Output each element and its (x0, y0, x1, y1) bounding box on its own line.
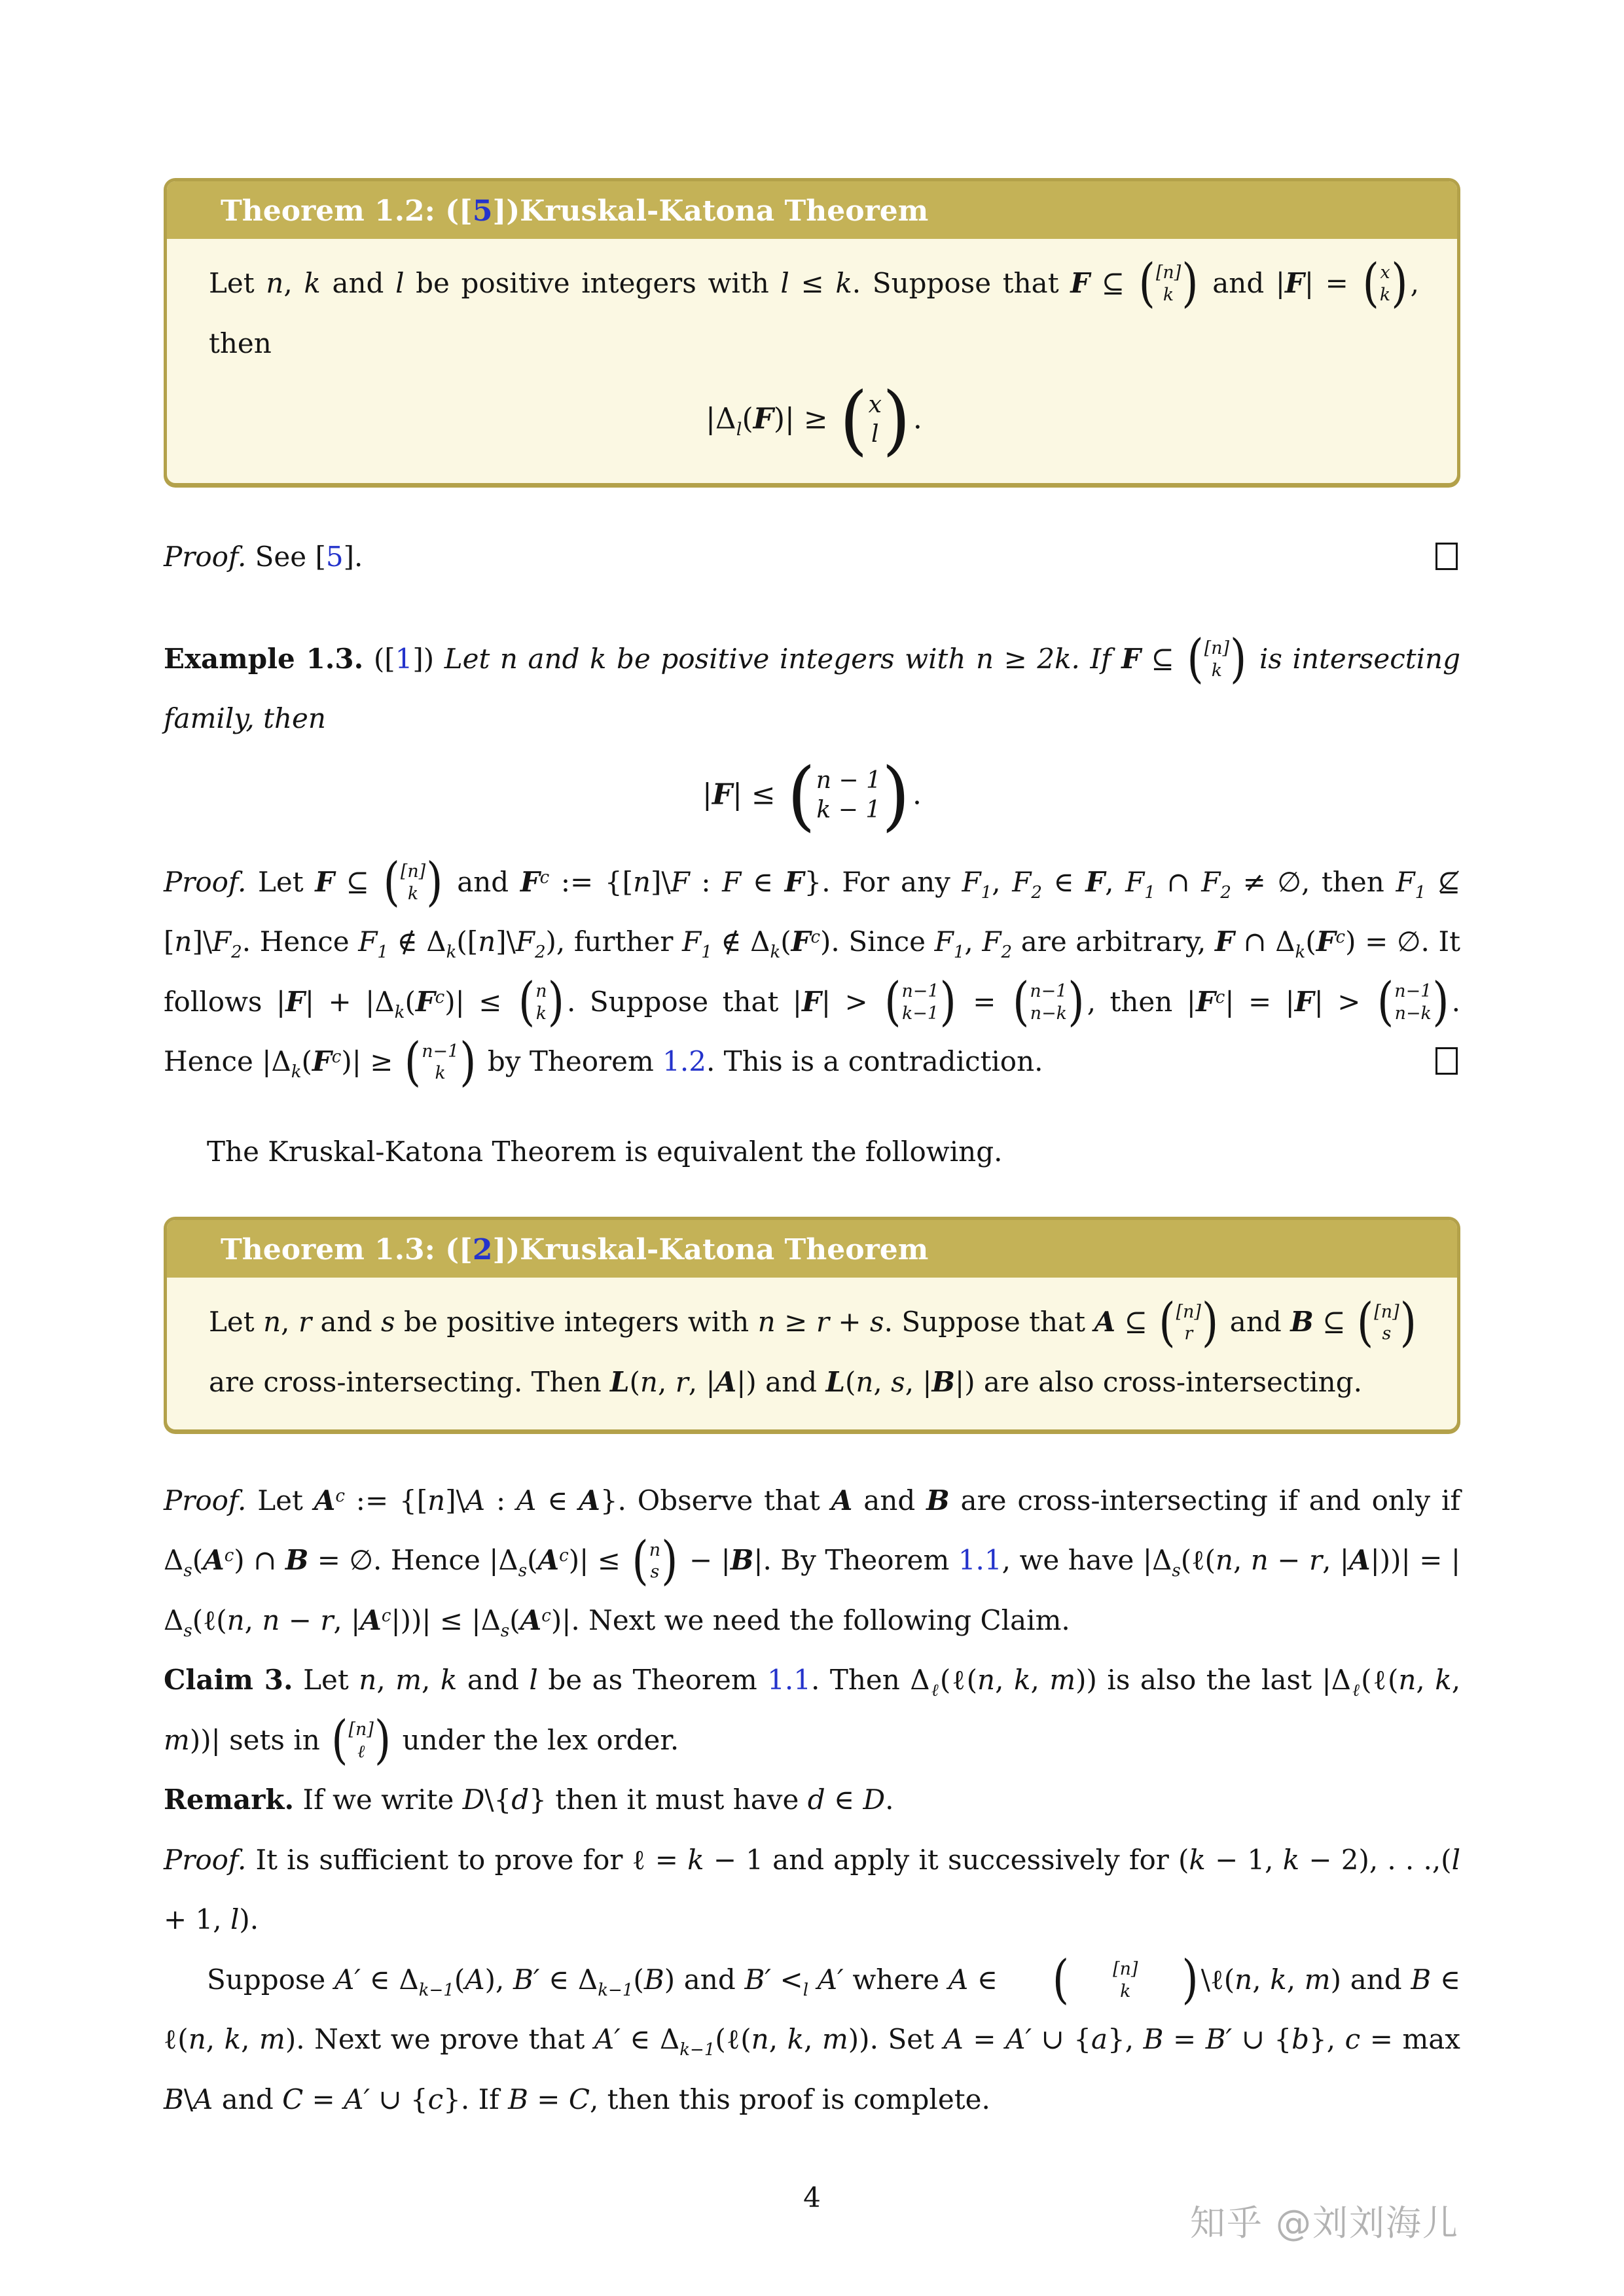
binomial-coefficient: ( [n] s ) (1356, 1293, 1416, 1354)
theorem-1-3-header: Theorem 1.3: ([2])Kruskal-Katona Theorem (167, 1220, 1457, 1278)
binomial-coefficient: ( n−1 k−1 ) (884, 973, 956, 1033)
binomial-coefficient: ( [n] ℓ ) (331, 1710, 391, 1771)
binomial-coefficient: ( n − 1 k − 1 ) (787, 751, 910, 839)
claim-3-paragraph: Claim 3. Let n, m, k and l be as Theorem 1.1. Then $\Delta_\ell(\ell(n$, k, m)) is also the last $|\Delta_\ell(\ell(n$, k, m))| sets in ( [n] ℓ ) under the lex order. (164, 1664, 1461, 1771)
page-number: 4 (803, 2181, 821, 2214)
binomial-coefficient: ( n s ) (632, 1531, 678, 1591)
binomial-coefficient: ( [n] k ) (1052, 1950, 1199, 2011)
reference-link[interactable]: 1.2 (662, 1045, 706, 1078)
watermark: 知乎 @刘刘海儿 (1189, 2202, 1459, 2244)
reference-link[interactable]: 5 (325, 541, 344, 573)
theorem-1-2-equation: $|\Delta_l(F)|$ ≥ ( x l ) . (706, 375, 922, 464)
theorem-1-2-box (164, 178, 1460, 486)
binomial-coefficient: ( [n] k ) (383, 852, 443, 913)
proof-example-paragraph (164, 852, 1460, 1092)
binomial-coefficient: ( [n] r ) (1159, 1293, 1219, 1354)
proof-see-paragraph (164, 527, 1460, 587)
example-1-3-statement: Example 1.3. ([1]) Let n and k be positive integers with n ≥ 2k. If F ⊆ ( [n] k ) is intersecting family, then (164, 629, 1460, 735)
proof-see-text: Proof. See [5]. (164, 541, 363, 573)
binomial-coefficient: ( n−1 n−k ) (1012, 973, 1085, 1033)
theorem-1-3-statement: Let n, r and s be positive integers with n ≥ r + s. Suppose that A ⊆ ( [n] r ) and B ⊆ ( [n] s ) are cross-intersecting. Then L(n, r, |A|) and L(n, s, |B|) are also cross-intersecting. (209, 1293, 1416, 1399)
proof-example-text: Proof. Let F ⊆ ( [n] k ) and $F^c$ := {[n]\F : F ∈ F}. For any $F_1$, $F_2$ ∈ F, $F_1$ ∩ $F_2$ ≠ ∅, then $F_1$ ⊈ $[n]\backslash F_2$. Hence $F_1$ ∉ $\Delta_k([n]\backslash F_2)$, further $F_1$ ∉ $\Delta_k(F^c)$. Since $F_1$, $F_2$ are arbitrary, F ∩ $\Delta_k(F^c)$ = ∅. It follows $|F| + |\Delta_k(F^c)|$ ≤ ( n k ) . Suppose that |F| > ( n−1 k−1 ) = ( n−1 n−k ) , then $|F^c| = |F|$ > ( n−1 n−k ) . Hence $|\Delta_k(F^c)|$ ≥ ( n−1 k ) by Theorem 1.2. This is a contradiction. (164, 852, 1461, 1093)
theorem-1-2-body (167, 239, 1457, 483)
binomial-coefficient: ( n−1 n−k ) (1377, 973, 1449, 1033)
reference-link[interactable]: 1 (395, 642, 413, 675)
proof-claim-paragraph: Proof. It is sufficient to prove for ℓ = k − 1 and apply it successively for (k − 1, k − 2), . . .,(l + 1, l). (164, 1843, 1461, 1936)
binomial-coefficient: ( n k ) (518, 973, 565, 1033)
theorem-1-2-statement: Let n, k and l be positive integers with l ≤ k. Suppose that F ⊆ ( [n] k ) and |F| = ( x k ) , then (209, 254, 1419, 359)
proof-theorem-1-3-paragraph: Proof. Let $A^c$ := {[n]\A : A ∈ A}. Observe that A and B are cross-intersecting if and only if $\Delta_s(A^c)$ ∩ B = ∅. Hence $|\Delta_s(A^c)|$ ≤ ( n s ) − |B|. By Theorem 1.1, we have $|\Delta_s(\ell(n$, n − r, $|A|))| = |\Delta_s(\ell(n$, n − r, $|A^c|))| \le |\Delta_s(A^c)|$. Next we need the following Claim. (164, 1484, 1461, 1641)
binomial-coefficient: ( [n] k ) (1187, 629, 1247, 690)
binomial-coefficient: ( x k ) (1362, 254, 1408, 314)
reference-link[interactable]: 5 (472, 194, 493, 228)
binomial-coefficient: ( x l ) (839, 375, 911, 464)
reference-link[interactable]: 1.1 (767, 1664, 811, 1696)
binomial-coefficient: ( n−1 k ) (404, 1032, 477, 1093)
theorem-1-2-header: Theorem 1.2: ([5])Kruskal-Katona Theorem (167, 181, 1457, 239)
remark-paragraph: Remark. If we write D\{d} then it must have d ∈ D. (164, 1784, 894, 1816)
reference-link[interactable]: 1.1 (958, 1544, 1002, 1577)
example-1-3-equation: |F| ≤ ( n − 1 k − 1 ) . (702, 751, 922, 839)
theorem-1-3-box (164, 1217, 1460, 1432)
qed-icon (1435, 543, 1458, 570)
reference-link[interactable]: 2 (472, 1233, 493, 1267)
suppose-paragraph: Suppose A′ ∈ $\Delta_{k-1}(A)$, B′ ∈ $\Delta_{k-1}(B)$ and $B' <_l$ A′ where A ∈ ( [n] k ) \ℓ(n, k, m) and B ∈ ℓ(n, k, m). Next we prove that A′ ∈ $\Delta_{k-1}(\ell(n$, k, m)). Set A = A′ ∪ {a}, B = B′ ∪ {b}, c = max B\A and C = A′ ∪ {c}. If B = C, then this proof is complete. (164, 1950, 1461, 2116)
equivalent-sentence: The Kruskal-Katona Theorem is equivalent the following. (207, 1135, 1003, 1168)
theorem-1-3-body (167, 1278, 1457, 1429)
qed-icon (1435, 1047, 1458, 1075)
binomial-coefficient: ( [n] k ) (1138, 254, 1199, 314)
